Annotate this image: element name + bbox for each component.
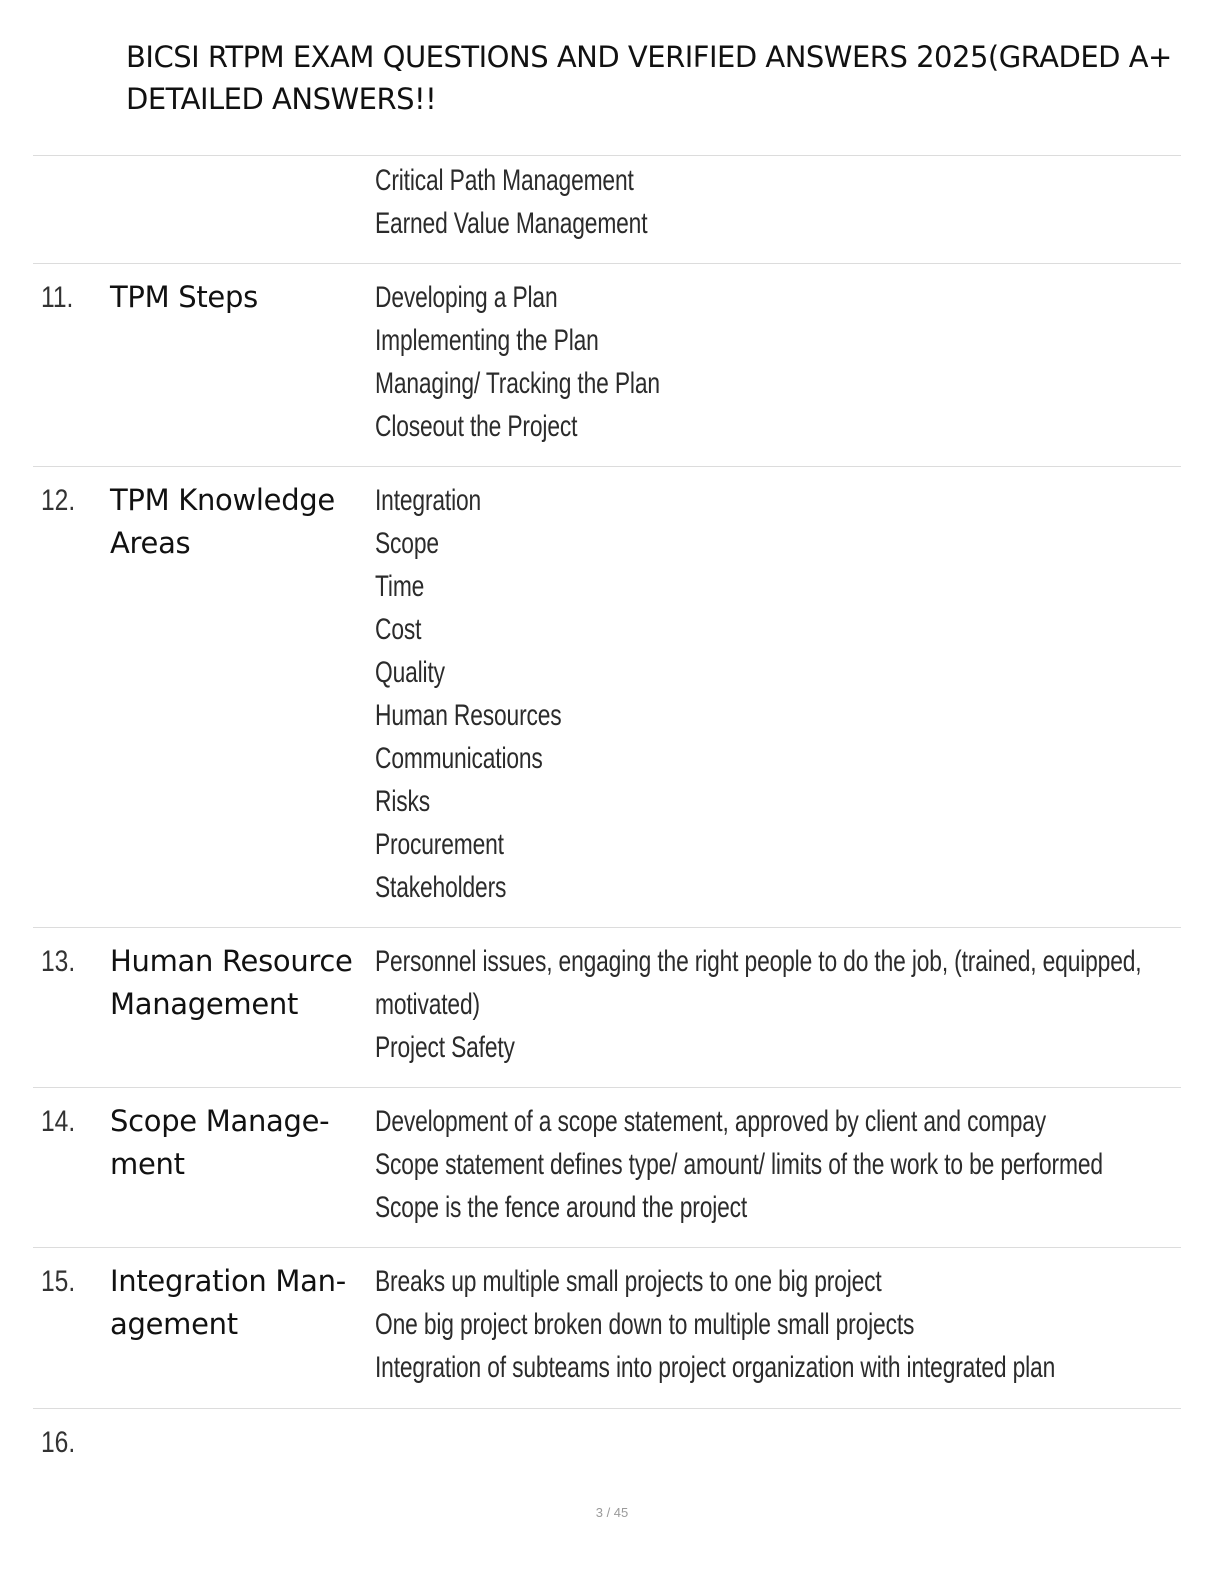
definition-line: Integration of subteams into project organization with integrated plan xyxy=(375,1351,1056,1384)
term-line: Management xyxy=(110,987,299,1021)
card-number: 14. xyxy=(41,1105,76,1138)
card-term xyxy=(110,1260,372,1346)
card-number: 12. xyxy=(41,484,76,517)
definition-line: Development of a scope statement, approved by client and compay xyxy=(375,1105,1047,1138)
definition-line: Critical Path Management xyxy=(375,164,634,197)
divider xyxy=(33,263,1181,264)
definition-line: motivated) xyxy=(375,988,480,1021)
term-line: Scope Manage- xyxy=(110,1104,330,1138)
term-line: Areas xyxy=(110,526,191,560)
card-number: 16. xyxy=(41,1426,76,1459)
definition-line: Scope is the fence around the project xyxy=(375,1191,748,1224)
definition-line: Quality xyxy=(375,656,445,689)
definition-line: Project Safety xyxy=(375,1031,515,1064)
definition-line: Breaks up multiple small projects to one big project xyxy=(375,1265,882,1298)
definition-line: Closeout the Project xyxy=(375,410,578,443)
divider xyxy=(33,155,1181,156)
card-definition xyxy=(375,276,1175,448)
card-definition xyxy=(375,1100,1175,1229)
term-line: TPM Steps xyxy=(110,280,258,314)
divider xyxy=(33,466,1181,467)
divider xyxy=(33,1247,1181,1248)
definition-line: Developing a Plan xyxy=(375,281,558,314)
card-number: 15. xyxy=(41,1265,76,1298)
definition-line: Scope xyxy=(375,527,439,560)
card-term xyxy=(110,276,372,319)
definition-line: Scope statement defines type/ amount/ limits of the work to be performed xyxy=(375,1148,1103,1181)
term-line: Integration Man- xyxy=(110,1264,346,1298)
definition-line: Integration xyxy=(375,484,482,517)
definition-line: Earned Value Management xyxy=(375,207,648,240)
card-definition xyxy=(375,479,1175,909)
definition-line: Risks xyxy=(375,785,430,818)
term-line: TPM Knowledge xyxy=(110,483,335,517)
card-number: 13. xyxy=(41,945,76,978)
definition-line: Procurement xyxy=(375,828,504,861)
definition-line: Communications xyxy=(375,742,543,775)
card-number: 11. xyxy=(41,281,74,314)
card-definition xyxy=(375,159,1175,245)
term-line: agement xyxy=(110,1307,238,1341)
term-line: ment xyxy=(110,1147,185,1181)
card-definition xyxy=(375,1260,1175,1389)
document-title: BICSI RTPM EXAM QUESTIONS AND VERIFIED ANSWERS 2025(GRADED A+ DETAILED ANSWERS!! xyxy=(126,40,1172,116)
divider xyxy=(33,1408,1181,1409)
card-term xyxy=(110,1100,372,1186)
definition-line: Implementing the Plan xyxy=(375,324,599,357)
definition-line: Personnel issues, engaging the right people to do the job, (trained, equipped, xyxy=(375,945,1142,978)
definition-line: Human Resources xyxy=(375,699,562,732)
card-definition xyxy=(375,940,1175,1069)
card-term xyxy=(110,940,372,1026)
definition-line: Time xyxy=(375,570,425,603)
divider xyxy=(33,927,1181,928)
term-line: Human Resource xyxy=(110,944,353,978)
card-term xyxy=(110,479,372,565)
definition-line: Stakeholders xyxy=(375,871,507,904)
definition-line: Cost xyxy=(375,613,422,646)
definition-line: One big project broken down to multiple small projects xyxy=(375,1308,915,1341)
page-number: 3 / 45 xyxy=(595,1505,629,1520)
divider xyxy=(33,1087,1181,1088)
definition-line: Managing/ Tracking the Plan xyxy=(375,367,660,400)
